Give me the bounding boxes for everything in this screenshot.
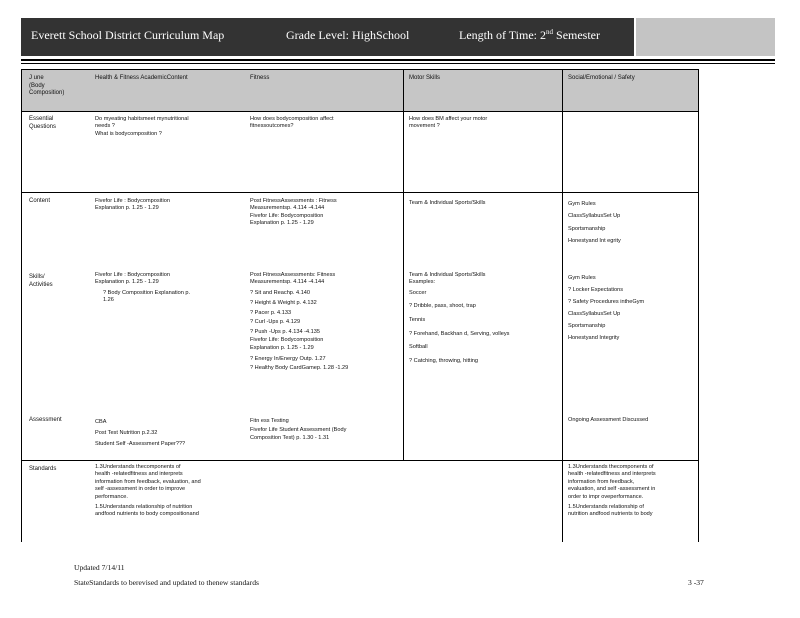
text-line: Sportsmanship — [568, 225, 606, 232]
text-line: Explanation p. 1.25 - 1.29 — [95, 205, 159, 212]
assessment-academic — [95, 417, 185, 450]
footer-note: StateStandards to berevised and updated to thenew standards — [74, 578, 259, 587]
banner-gray-block — [636, 18, 775, 56]
skills-social — [568, 272, 644, 344]
col-divider — [403, 69, 404, 460]
text-line: nutrition andfood nutrients to body — [568, 511, 653, 518]
assessment-social — [568, 417, 648, 424]
bullet-item: ? Pacer p. 4.133 — [250, 309, 292, 316]
row-label-content — [29, 198, 50, 206]
text-line: Fivefor Life: Bodycomposition — [250, 337, 324, 344]
text-line: Composition Test) p. 1.30 - 1.31 — [250, 435, 330, 442]
text-line: Gym Rules — [568, 275, 596, 281]
row-label-line: Skills/ — [29, 274, 45, 280]
text-line: Post FitnessAssessments: Fitness — [250, 272, 336, 278]
text-line: Do myeating habitsmeet mynutritional — [95, 116, 189, 122]
content-motor — [409, 200, 485, 207]
essential-fitness — [250, 116, 334, 131]
bullet-item: ? Curl -Ups p. 4.129 — [250, 319, 301, 326]
footer-updated: Updated 7/14/11 — [74, 563, 125, 572]
text-line: Team & Individual Sports/Skills — [409, 200, 486, 206]
text-line: Post FitnessAssessments : Fitness — [250, 198, 337, 204]
text-line: Fitn ess Testing — [250, 418, 289, 424]
text-line: Honestyand Integrity — [568, 335, 620, 341]
bullet-item: ? Height & Weight p. 4.132 — [250, 300, 317, 306]
row-label-line: Standards — [29, 466, 57, 472]
title-banner — [21, 18, 634, 56]
text-line: ? Safety Procedures intheGym — [568, 299, 645, 305]
text-line: Gym Rules — [568, 201, 596, 207]
skills-motor — [409, 272, 509, 368]
text-line: Fivefor Life Student Assessment (Body — [250, 426, 347, 433]
text-line: andfood nutrients to body compositionand — [95, 511, 199, 518]
length-label: Length of Time: 2 — [459, 28, 547, 42]
text-line: Measurementsp. 4.114 -4.144 — [250, 279, 325, 286]
text-line: ? Locker Expectations — [568, 287, 624, 293]
grade-level: Grade Level: HighSchool — [286, 28, 410, 42]
list-item: Tennis — [409, 317, 426, 323]
bullet-item: ? Body Composition Explanation p. — [103, 289, 191, 296]
text-line: Fivefor Life : Bodycomposition — [95, 272, 170, 278]
row-label-essential — [29, 116, 56, 131]
text-line: health -relatedfitness and interprets — [95, 471, 183, 478]
text-line: CBA — [95, 419, 107, 425]
row-label-skills — [29, 274, 53, 289]
text-line: self -assessment in order to improve — [95, 486, 186, 493]
list-item: ? Dribble, pass, shoot, trap — [409, 303, 476, 310]
text-line: 1.5Understands relationship of — [568, 504, 644, 511]
header-unit-line: (Body — [29, 82, 45, 89]
text-line: Ongoing Assessment Discussed — [568, 417, 649, 423]
text-line: health -relatedfitness and interprets — [568, 471, 656, 478]
page-number: 3 -37 — [688, 578, 704, 587]
essential-motor — [409, 116, 487, 131]
text-line: evaluation, and self -assessment in — [568, 486, 656, 493]
text-line: Fivefor Life : Bodycomposition — [95, 198, 170, 204]
list-item: ? Catching, throwing, hitting — [409, 357, 479, 364]
content-fitness — [250, 198, 337, 228]
text-line: Student Self -Assessment Paper??? — [95, 441, 186, 447]
list-item: Softball — [409, 344, 428, 351]
text-line: Explanation p. 1.25 - 1.29 — [250, 344, 314, 351]
header-motor: Motor Skills — [409, 75, 441, 81]
text-line: Explanation p. 1.25 - 1.29 — [250, 220, 314, 227]
col-divider — [21, 69, 22, 542]
header-unit-line: Composition) — [29, 90, 65, 97]
text-line: needs ? — [95, 123, 115, 130]
district-title: Everett School District Curriculum Map — [31, 28, 225, 42]
row-divider — [21, 111, 699, 112]
row-label-line: Content — [29, 198, 51, 204]
bullet-item: ? Push -Ups p. 4.134 -4.135 — [250, 328, 320, 335]
motor-examples — [409, 287, 509, 369]
curriculum-table — [21, 69, 699, 542]
text-line: ClassSyllabusSet Up — [568, 311, 621, 317]
text-line: How does BM affect your motor — [409, 116, 488, 122]
bullet-item: ? Sit and Reachp. 4.140 — [250, 290, 311, 297]
col-divider — [562, 69, 563, 542]
header-fitness: Fitness — [250, 75, 270, 81]
text-line: What is bodycomposition ? — [95, 130, 162, 137]
row-label-line: Activities — [29, 281, 53, 288]
text-line: Post Test Nutrition p.2.32 — [95, 430, 158, 436]
text-line: Team & Individual Sports/Skills — [409, 272, 486, 278]
bullet-item: ? Healthy Body CardGamep. 1.28 -1.29 — [250, 365, 349, 372]
banner-rule-thick — [21, 59, 775, 61]
content-social — [568, 198, 621, 248]
text-line: order to impr oveperformance. — [568, 493, 644, 500]
row-divider — [21, 192, 699, 193]
text-line: information from feedback, evaluation, and — [95, 478, 201, 485]
text-line: performance. — [95, 493, 128, 500]
text-line: Explanation p. 1.25 - 1.29 — [95, 279, 159, 286]
header-unit-line: J une — [29, 75, 44, 81]
row-label-standards — [29, 466, 56, 474]
text-line: Measurementsp. 4.114 -4.144 — [250, 205, 325, 212]
text-line: ClassSyllabusSet Up — [568, 213, 621, 220]
header-unit — [29, 75, 64, 98]
header-social: Social/Emotional / Safety — [568, 75, 635, 81]
col-divider — [698, 69, 699, 542]
list-item: Soccer — [409, 289, 427, 296]
standards-social — [568, 464, 656, 519]
text-line: Honestyand Int egrity — [568, 238, 621, 245]
row-divider — [21, 69, 699, 70]
row-label-line: Assessment — [29, 417, 62, 423]
length-tail: Semester — [553, 28, 601, 42]
length-sup: nd — [546, 28, 554, 36]
text-line: 1.5Understands relationship of nutrition — [95, 504, 193, 511]
text-line: How does bodycomposition affect — [250, 116, 334, 122]
content-academic — [95, 198, 170, 213]
length-of-time — [459, 28, 600, 43]
text-line: movement ? — [409, 123, 440, 130]
list-item: ? Forehand, Backhan d, Serving, volleys — [409, 330, 510, 337]
row-label-assessment — [29, 417, 62, 425]
standards-academic — [95, 464, 201, 519]
essential-academic — [95, 116, 189, 138]
text-line: fitnessoutcomes? — [250, 123, 294, 130]
header-academic: Health & Fitness AcademicContent — [95, 75, 188, 81]
text-line: Sportsmanship — [568, 323, 606, 329]
skills-fitness — [250, 272, 348, 374]
assessment-fitness — [250, 417, 346, 443]
text-line: Examples: — [409, 279, 436, 286]
banner-rule-thin — [21, 63, 775, 64]
bullet-item: 1.26 — [103, 297, 114, 304]
text-line: 1.3Understands thecomponents of — [568, 464, 654, 470]
text-line: information from feedback, — [568, 478, 635, 485]
fitness-bullet-list — [250, 289, 348, 337]
text-line: Fivefor Life: Bodycomposition — [250, 212, 324, 219]
row-divider — [21, 460, 699, 461]
bullet-item: ? Energy In/Energy Outp. 1.27 — [250, 355, 326, 362]
skills-academic — [95, 272, 190, 305]
row-label-line: Questions — [29, 123, 57, 130]
fitness-bullet-list-2 — [250, 355, 348, 374]
row-label-line: Essential — [29, 116, 54, 122]
text-line: 1.3Understands thecomponents of — [95, 464, 181, 470]
